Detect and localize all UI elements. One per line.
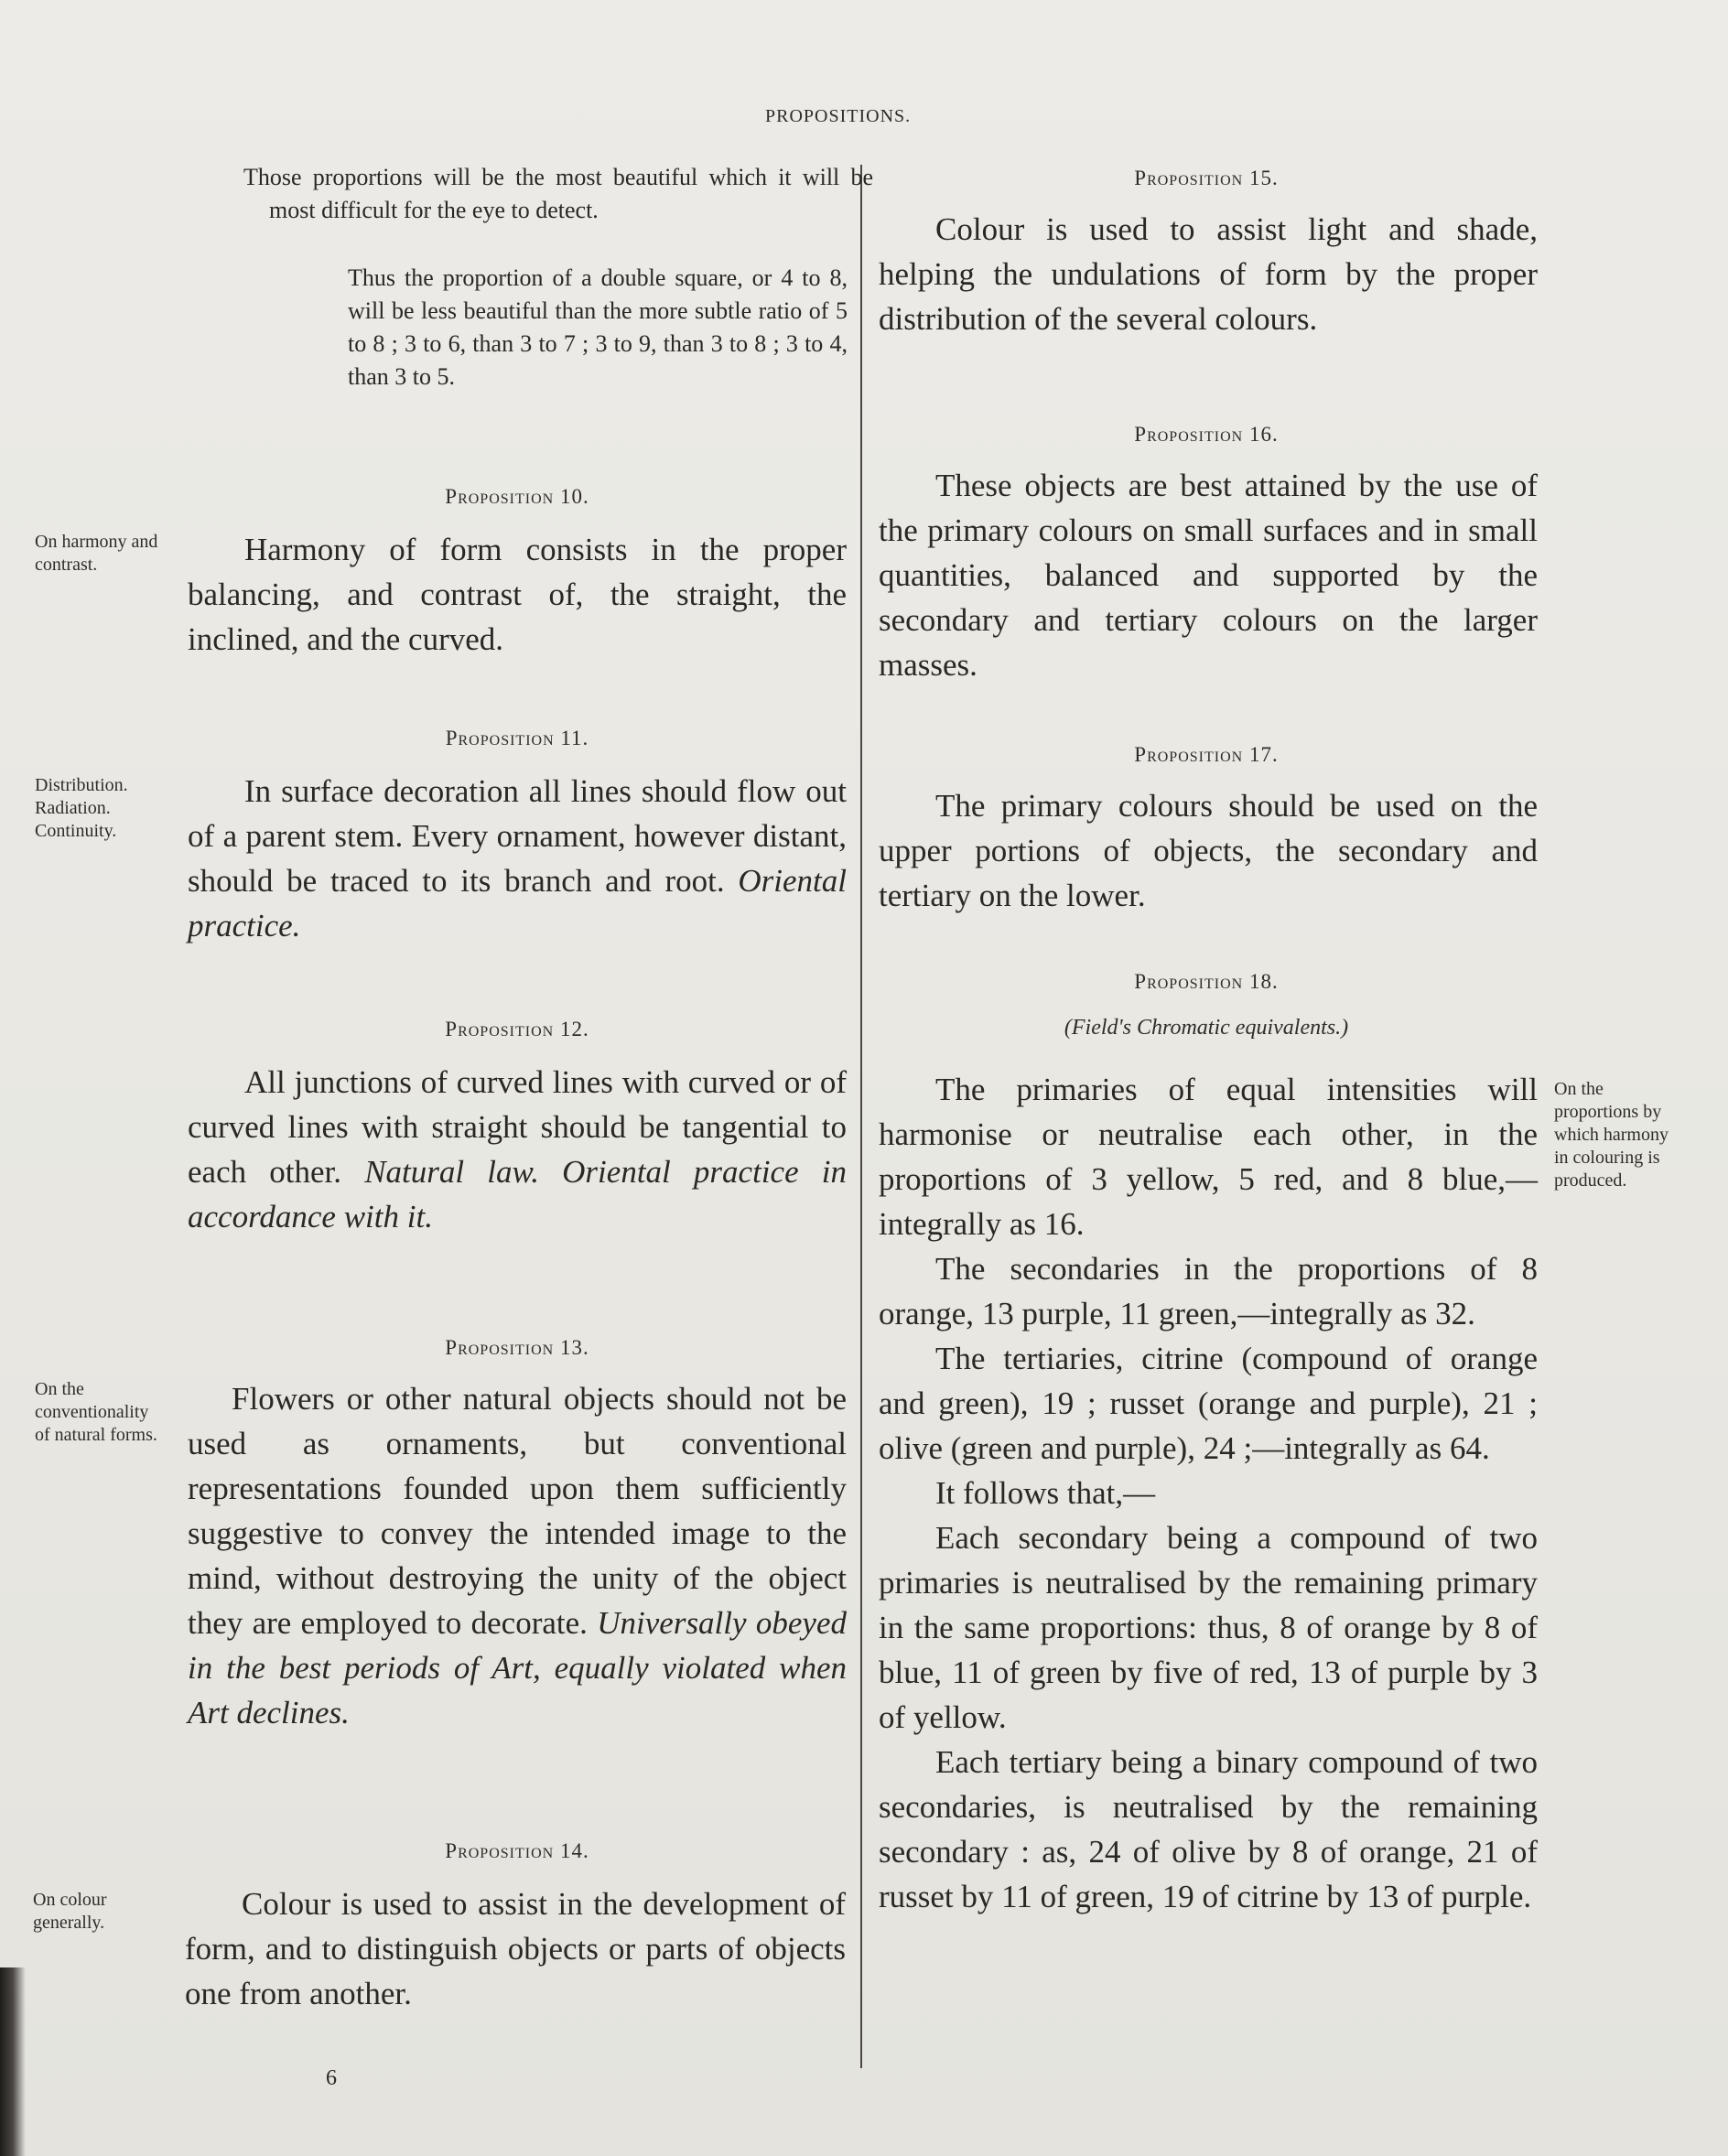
proposition-18-para-1 (879, 1067, 1538, 1246)
proposition-11-body: In surface decoration all lines should flow out of a parent stem. Every ornament, however distant, should be traced to its branch and root. (188, 773, 847, 899)
proposition-11-italic: Oriental practice. (188, 863, 848, 943)
proposition-18-para-2-text: The secondaries in the proportions of 8 orange, 13 purple, 11 green,—integrally as 32. (879, 1251, 1538, 1331)
proposition-11-heading: Proposition 11. (445, 727, 589, 749)
proposition-18-para-2 (879, 1246, 1538, 1336)
intro-paragraph (243, 161, 873, 227)
margin-note-proportions: On the proportions by which harmony in colouring is produced. (1554, 1079, 1669, 1191)
proposition-11-text (188, 769, 847, 948)
proposition-10-heading: Proposition 10. (445, 485, 589, 508)
proposition-12-text (188, 1060, 847, 1239)
proposition-14-body: Colour is used to assist in the development of form, and to distinguish objects or parts of objects one from another. (185, 1886, 846, 2011)
proposition-18-para-1-text: The primaries of equal intensities will harmonise or neutralise each other, in the proportions of 3 yellow, 5 red, and 8 blue,—integrally as 16. (879, 1072, 1538, 1242)
proposition-18-para-6 (879, 1740, 1538, 1919)
proposition-15-heading: Proposition 15. (1134, 167, 1279, 189)
proposition-17-text (879, 783, 1538, 918)
proposition-18-para-6-text: Each tertiary being a binary compound of two secondaries, is neutralised by the remaining secondary : as, 24 of olive by 8 of orange, 21 of russet by 11 of green, 19 of citrine by 13 of purple. (879, 1744, 1538, 1914)
margin-note-radiation-line: Radiation. (35, 798, 111, 818)
intro-line-2: Thus the proportion of a double square, or 4 to 8, will be less beautiful than the more subtle ratio of 5 to 8 ; 3 to 6, than 3 to 7 ; 3 to 9, than 3 to 8 ; 3 to 4, than 3 to 5. (348, 264, 848, 390)
proposition-18-para-3 (879, 1336, 1538, 1471)
proposition-14-text (185, 1881, 846, 2016)
proposition-10-body: Harmony of form consists in the proper balancing, and contrast of, the straight, the inclined, and the curved. (188, 532, 847, 657)
margin-note-conventionality: On the conventionality of natural forms. (35, 1379, 157, 1445)
intro-line-1: Those proportions will be the most beautiful which it will be most difficult for the eye to detect. (243, 164, 873, 223)
proposition-18-para-5-text: Each secondary being a compound of two primaries is neutralised by the remaining primary in the same proportions: thus, 8 of orange by 8 of blue, 11 of green by five of red, 13 of purple by 3 of yellow. (879, 1520, 1538, 1735)
running-head: PROPOSITIONS. (765, 106, 912, 126)
proposition-13-heading: Proposition 13. (445, 1336, 589, 1359)
margin-note-colour: On colour generally. (33, 1890, 107, 1933)
margin-note-harmony: On harmony and contrast. (35, 532, 158, 575)
column-divider (860, 165, 862, 2068)
proposition-18-para-4-text: It follows that,— (935, 1475, 1156, 1511)
proposition-13-body: Flowers or other natural objects should not be used as ornaments, but conventional representations founded upon them sufficiently suggestive to convey the intended image to the mind, without destroying the unity of the object they are employed to decorate. (188, 1381, 847, 1641)
page-edge-shadow (0, 1967, 26, 2156)
proposition-12-body: All junctions of curved lines with curved or of curved lines with straight should be tangential to each other. (188, 1064, 847, 1190)
proposition-13-italic: Universally obeyed in the best periods of Art, equally violated when Art declines. (188, 1605, 847, 1730)
proposition-18-text (879, 1067, 1538, 1919)
intro-example (348, 262, 848, 393)
proposition-16-body: These objects are best attained by the use of the primary colours on small surfaces and in small quantities, balanced and supported by the secondary and tertiary colours on the larger masses. (879, 468, 1538, 683)
proposition-15-body: Colour is used to assist light and shade, helping the undulations of form by the proper distribution of the several colours. (879, 211, 1538, 337)
proposition-18-subheading: (Field's Chromatic equivalents.) (1064, 1016, 1349, 1040)
proposition-13-text (188, 1376, 847, 1735)
proposition-12-italic: Natural law. Oriental practice in accordance with it. (188, 1154, 847, 1234)
proposition-17-heading: Proposition 17. (1134, 743, 1279, 766)
proposition-17-body: The primary colours should be used on the upper portions of objects, the secondary and tertiary on the lower. (879, 788, 1538, 913)
page-number: 6 (326, 2066, 337, 2090)
proposition-16-text (879, 463, 1538, 687)
proposition-16-heading: Proposition 16. (1134, 423, 1279, 446)
margin-note-distribution-line: Distribution. (35, 775, 128, 795)
margin-note-distribution (35, 774, 181, 843)
proposition-10-text (188, 527, 847, 662)
proposition-18-para-4 (879, 1471, 1538, 1515)
margin-note-continuity-line: Continuity. (35, 821, 117, 841)
proposition-18-heading: Proposition 18. (1134, 970, 1279, 993)
proposition-12-heading: Proposition 12. (445, 1018, 589, 1040)
proposition-18-para-5 (879, 1515, 1538, 1740)
proposition-14-heading: Proposition 14. (445, 1839, 589, 1862)
proposition-15-text (879, 207, 1538, 341)
proposition-18-para-3-text: The tertiaries, citrine (compound of orange and green), 19 ; russet (orange and purple), 21 ; olive (green and purple), 24 ;—integrally as 64. (879, 1341, 1538, 1466)
